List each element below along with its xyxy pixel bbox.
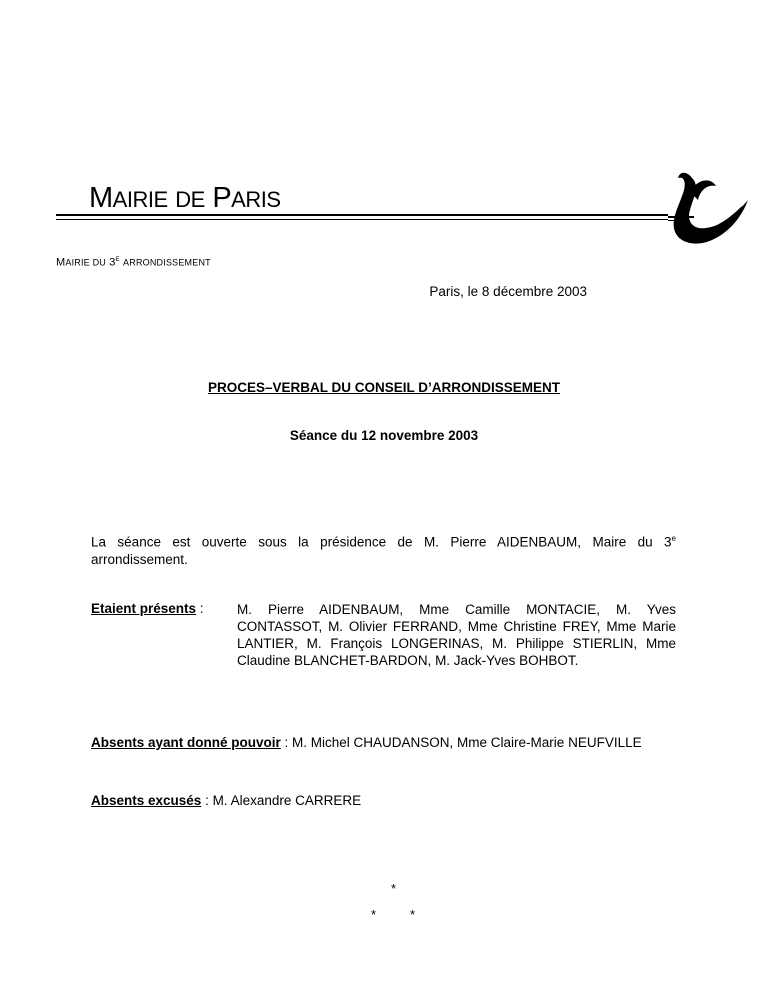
- subhead-word: AIRIE DU: [65, 257, 106, 268]
- separator-star: *: [391, 881, 397, 896]
- separator-star: *: [410, 907, 416, 922]
- document-date: Paris, le 8 décembre 2003: [429, 284, 587, 299]
- brand-title: [89, 184, 281, 213]
- present-members-label: Etaient présents: [91, 601, 197, 616]
- brand-initial: M: [89, 182, 113, 214]
- header-rule: [56, 219, 668, 220]
- absents-excused-row: [91, 793, 361, 808]
- absents-proxy-row: [91, 735, 642, 750]
- subhead-number: 3: [109, 256, 116, 269]
- absents-excused-label: Absents excusés: [91, 793, 202, 808]
- brand-word: ARIS: [231, 187, 281, 212]
- present-members-label-row: [91, 601, 204, 616]
- brand-initial: P: [212, 182, 232, 214]
- absents-excused-names: : M. Alexandre CARRERE: [201, 793, 362, 808]
- intro-paragraph: [91, 530, 676, 568]
- subhead-initial: M: [56, 256, 66, 269]
- brand-word: AIRIE: [112, 187, 168, 212]
- intro-sup: e: [671, 534, 676, 543]
- office-subheading: [56, 257, 211, 269]
- document-title: PROCES–VERBAL DU CONSEIL D’ARRONDISSEMENT: [207, 380, 561, 395]
- subhead-word: ARRONDISSEMENT: [123, 257, 211, 268]
- mairie-de-paris-ship-logo-icon: [650, 170, 750, 250]
- absents-proxy-label: Absents ayant donné pouvoir: [91, 735, 281, 750]
- brand-word: DE: [175, 187, 205, 212]
- label-separator: :: [196, 601, 204, 616]
- intro-text-tail: arrondissement.: [91, 551, 188, 567]
- present-members-list: M. Pierre AIDENBAUM, Mme Camille MONTACIE, M. Yves CONTASSOT, M. Olivier FERRAND, Mme Christine FREY, Mme Marie LANTIER, M. François LONGERINAS, M. Philippe STIERLIN, Mme Claudine BLANCHET-BARDON, M. Jack-Yves BOHBOT.: [237, 602, 676, 668]
- absents-proxy-names: : M. Michel CHAUDANSON, Mme Claire-Marie NEUFVILLE: [280, 735, 642, 750]
- separator-star: *: [371, 907, 377, 922]
- session-date: Séance du 12 novembre 2003: [289, 428, 479, 443]
- intro-text: La séance est ouverte sous la présidence de M. Pierre AIDENBAUM, Maire du 3: [91, 534, 672, 550]
- subhead-sup: E: [115, 257, 120, 263]
- header-rule: [56, 214, 668, 216]
